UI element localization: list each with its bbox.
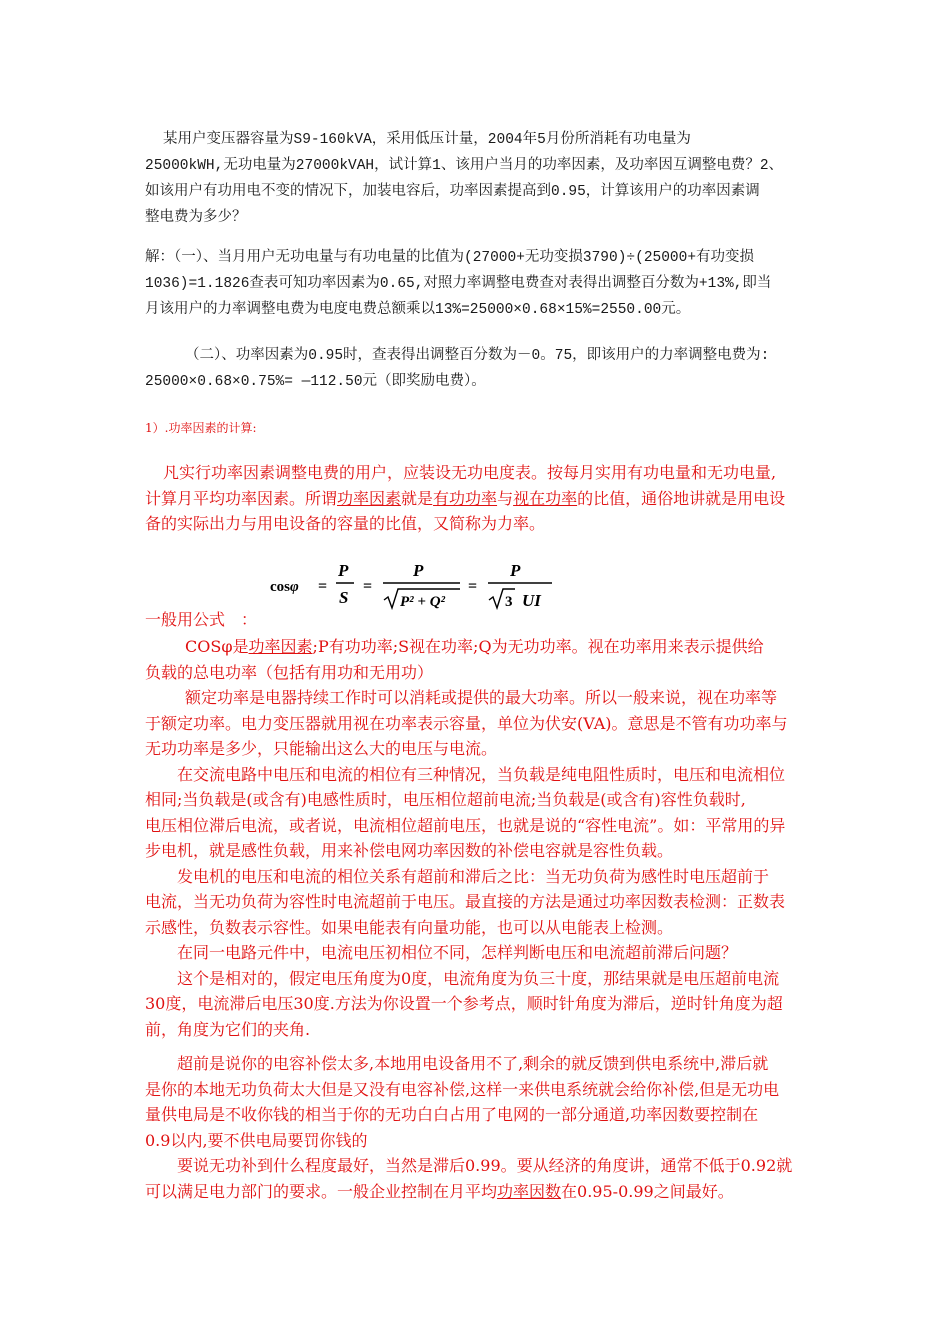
body-6-line-2: 30度，电流滞后电压30度.方法为你设置一个参考点，顺时针角度为滞后，逆时针角度为超: [145, 994, 783, 1013]
formula-cos: cos: [270, 579, 290, 595]
formula-3-three: 3: [505, 594, 513, 610]
link-power-factor[interactable]: 功率因素: [337, 488, 402, 508]
intro-text: 计算月平均功率因素。所谓: [145, 488, 338, 508]
solution-line-3: 月该用户的力率调整电费为电度电费总额乘以13%=25000×0.68×15%=2550.00元。: [145, 302, 691, 318]
intro-line-1: 凡实行功率因素调整电费的用户，应装设无功电度表。按每月实用有功电量和无功电量,: [163, 463, 777, 482]
body-3-line-3: 电压相位滞后电流，或者说，电流相位超前电压，也就是说的“容性电流”。如：平常用的异: [145, 815, 786, 835]
body-1-line-1: [145, 634, 810, 660]
problem-paragraph: [145, 127, 810, 231]
body-text: ;P有功功率;S视在功率;Q为无功功率。视在功率用来表示提供给: [312, 637, 764, 656]
formula-label: 一般用公式 ：: [145, 610, 258, 629]
formula-3-ui: UI: [522, 591, 541, 610]
intro-text: 就是: [401, 488, 434, 508]
body-2-line-2: 于额定功率。电力变压器就用视在功率表示容量，单位为伏安(VA)。意思是不管有功功率与: [145, 713, 788, 733]
body-8-line-2: [145, 1179, 810, 1205]
body-4-line-1: 发电机的电压和电流的相位关系有超前和滞后之比：当无功负荷为感性时电压超前于: [177, 866, 770, 886]
body-7-line-1: 超前是说你的电容补偿太多,本地用电设备用不了,剩余的就反馈到供电系统中,滞后就: [177, 1054, 769, 1073]
body-7-line-2: 是你的本地无功负荷太大但是又没有电容补偿,这样一来供电系统就会给你补偿,但是无功电: [145, 1079, 780, 1099]
intro-text: 与: [497, 488, 514, 508]
formula-3-numerator: P: [510, 561, 521, 580]
problem-line-1: 某用户变压器容量为S9-160kVA，采用低压计量，2004年5月份所消耗有功电量为: [163, 132, 691, 148]
problem-line-3: 如该用户有功用电不变的情况下，加装电容后，功率因素提高到0.95，计算该用户的功率因素调: [145, 184, 760, 200]
problem-line-2: 25000kWH,无功电量为27000kVAH，试计算1、该用户当月的功率因素，及功率因互调整电费？2、: [145, 158, 784, 174]
formula-2-numerator: P: [413, 561, 424, 580]
body-text: 可以满足电力部门的要求。一般企业控制在月平均: [145, 1181, 498, 1201]
body-7-line-3: 量供电局是不收你钱的相当于你的无功白白占用了电网的一部分通道,功率因数要控制在: [145, 1105, 759, 1124]
body-text: COSφ是: [185, 637, 249, 656]
link-power-factor-2[interactable]: 功率因素: [248, 637, 313, 656]
body-6-line-3: 前，角度为它们的夹角.: [145, 1019, 311, 1039]
solution-p2-line-1: （二）、功率因素为0.95时，查表得出调整百分数为－0。75，即该用户的力率调整电费为:: [185, 348, 770, 364]
intro-text: 的比值，通俗地讲就是用电设: [577, 488, 786, 508]
formula-equals-2: =: [363, 578, 373, 595]
body-5-line-1: 在同一电路元件中，电流电压初相位不同，怎样判断电压和电流超前滞后问题？: [177, 943, 738, 962]
intro-paragraph: [145, 460, 810, 537]
body-7-line-4: 0.9以内,要不供电局要罚你钱的: [145, 1130, 368, 1150]
formula-equals-1: =: [318, 578, 328, 595]
solution-paragraph-1: [145, 245, 810, 323]
body-6-line-1: 这个是相对的，假定电压角度为0度，电流角度为负三十度，那结果就是电压超前电流: [177, 968, 780, 988]
body-8-line-1: 要说无功补到什么程度最好，当然是滞后0.99。要从经济的角度讲，通常不低于0.92就: [177, 1156, 793, 1175]
body-2-line-1: 额定功率是电器持续工作时可以消耗或提供的最大功率。所以一般来说，视在功率等: [185, 688, 778, 707]
body-3-line-2: 相同;当负载是(或含有)电感性质时，电压相位超前电流;当负载是(或含有)容性负载时,: [145, 790, 746, 809]
link-active-power[interactable]: 有功功率: [433, 488, 498, 508]
svg-text:cosφ: [270, 579, 299, 595]
formula-1-denominator: S: [339, 588, 349, 607]
formula-phi: φ: [290, 579, 299, 595]
body-4-line-2: 电流，当无功负荷为容性时电流超前于电压。最直接的方法是通过功率因数表检测：正数表: [145, 892, 786, 911]
body-text: 在0.95-0.99之间最好。: [561, 1181, 734, 1201]
body-3-line-4: 步电机，就是感性负载，用来补偿电网功率因数的补偿电容就是容性负载。: [145, 841, 674, 860]
section-heading: 1）.功率因素的计算:: [145, 421, 257, 435]
body-3-line-1: 在交流电路中电压和电流的相位有三种情况，当负载是纯电阻性质时，电压和电流相位: [177, 764, 786, 784]
body-2-line-3: 无功功率是多少，只能输出这么大的电压与电流。: [145, 739, 498, 758]
intro-line-2: [145, 486, 810, 512]
body-1-line-2: 负载的总电功率（包括有用功和无用功）: [145, 662, 434, 682]
body-section: [145, 634, 810, 1204]
problem-line-4: 整电费为多少？: [145, 210, 247, 226]
solution-paragraph-2: [145, 343, 810, 395]
link-power-factor-3[interactable]: 功率因数: [497, 1181, 562, 1201]
intro-line-3: 备的实际出力与用电设备的容量的比值，又简称为力率。: [145, 514, 546, 533]
solution-p2-line-2: 25000×0.68×0.75%= —112.50元（即奖励电费）。: [145, 374, 486, 390]
link-apparent-power[interactable]: 视在功率: [513, 488, 578, 508]
formula-1-numerator: P: [338, 561, 349, 580]
solution-line-2: 1036)=1.1826查表可知功率因素为0.65,对照力率调整电费查对表得出调整百分数为+13%,即当: [145, 276, 772, 292]
body-4-line-3: 示感性，负数表示容性。如果电能表有向量功能，也可以从电能表上检测。: [145, 917, 674, 937]
formula-equals-3: =: [468, 578, 478, 595]
formula-2-radicand: P² + Q²: [400, 594, 446, 610]
solution-line-1: 解：（一）、当月用户无功电量与有功电量的比值为(27000+无功变损3790)÷(25000+有功变损: [145, 250, 755, 266]
